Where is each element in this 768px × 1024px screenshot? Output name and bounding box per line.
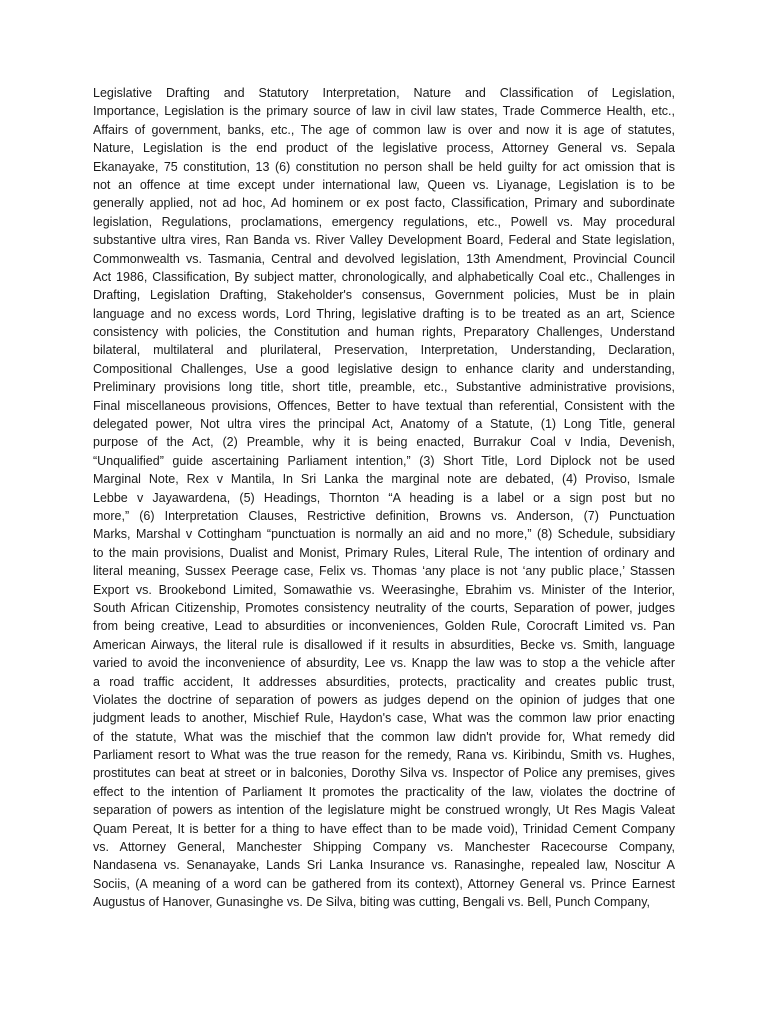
text-line: more,” (6) Interpretation Clauses, Restrictive definition, Browns vs. Anderson, (7) Punctuation xyxy=(93,508,675,523)
text-line: Export vs. Brookebond Limited, Somawathie vs. Weerasinghe, Ebrahim vs. Minister of the Interior, xyxy=(93,582,675,597)
document-page xyxy=(93,84,675,912)
text-line: Act 1986, Classification, By subject matter, chronologically, and alphabetically Coal etc., Challenges in xyxy=(93,269,675,284)
text-line: effect to the intention of Parliament It promotes the practicality of the law, violates the doctrine of xyxy=(93,784,675,799)
text-line: purpose of the Act, (2) Preamble, why it is being enacted, Burrakur Coal v India, Devenish, xyxy=(93,435,675,450)
text-line: generally applied, not ad hoc, Ad hominem or ex post facto, Classification, Primary and subordinate xyxy=(93,196,675,211)
text-line: Drafting, Legislation Drafting, Stakeholder's consensus, Government policies, Must be in plain xyxy=(93,288,675,303)
text-line: Legislative Drafting and Statutory Interpretation, Nature and Classification of Legislation, xyxy=(93,86,675,100)
text-line: Marks, Marshal v Cottingham “punctuation is normally an aid and no more,” (8) Schedule, subsidiary xyxy=(93,527,675,542)
text-line: Ekanayake, 75 constitution, 13 (6) constitution no person shall be held guilty for act omission that is xyxy=(93,159,675,174)
text-line: vs. Attorney General, Manchester Shipping Company vs. Manchester Racecourse Company, xyxy=(93,840,675,855)
text-line: judgment leads to another, Mischief Rule, Haydon's case, What was the common law prior enacting xyxy=(93,711,675,726)
text-line: substantive ultra vires, Ran Banda vs. River Valley Development Board, Federal and State legislation, xyxy=(93,233,675,248)
text-line: Affairs of government, banks, etc., The age of common law is over and now it is age of statutes, xyxy=(93,122,675,137)
text-line: South African Citizenship, Promotes consistency neutrality of the courts, Separation of power, judges xyxy=(93,600,675,615)
text-line: Nature, Legislation is the end product of the legislative process, Attorney General vs. Sepala xyxy=(93,141,675,156)
text-line: separation of powers as intention of the legislature might be construed wrongly, Ut Res Magis Valeat xyxy=(93,803,675,818)
text-line: “Unqualified” guide ascertaining Parliament intention,” (3) Short Title, Lord Diplock not be used xyxy=(93,453,675,468)
text-line: Nandasena vs. Senanayake, Lands Sri Lanka Insurance vs. Ranasinghe, repealed law, Noscitur A xyxy=(93,858,675,873)
text-line: Importance, Legislation is the primary source of law in civil law states, Trade Commerce Health, etc., xyxy=(93,104,675,119)
text-line: varied to avoid the inconvenience of absurdity, Lee vs. Knapp the law was to stop a the vehicle after xyxy=(93,656,675,671)
text-line: Violates the doctrine of separation of powers as judges depend on the opinion of judges that one xyxy=(93,692,675,707)
text-line: Lebbe v Jayawardena, (5) Headings, Thornton “A heading is a label or a sign post but no xyxy=(93,490,675,505)
text-line: language and no excess words, Lord Thring, legislative drafting is to be treated as an art, Science xyxy=(93,306,675,321)
text-line: Compositional Challenges, Use a good legislative design to enhance clarity and understanding, xyxy=(93,361,675,376)
text-line: to the main provisions, Dualist and Monist, Primary Rules, Literal Rule, The intention of ordinary and xyxy=(93,545,675,560)
text-line: from being creative, Lead to absurdities or inconveniences, Golden Rule, Corocraft Limited vs. Pan xyxy=(93,619,675,634)
text-line: American Airways, the literal rule is disallowed if it results in absurdities, Becke vs. Smith, language xyxy=(93,637,675,652)
text-line: Preliminary provisions long title, short title, preamble, etc., Substantive administrative provisions, xyxy=(93,380,675,395)
text-line: Final miscellaneous provisions, Offences, Better to have textual than referential, Consistent with the xyxy=(93,398,675,413)
text-line: legislation, Regulations, proclamations, emergency regulations, etc., Powell vs. May procedural xyxy=(93,214,675,229)
text-line: Augustus of Hanover, Gunasinghe vs. De Silva, biting was cutting, Bengali vs. Bell, Punch Company, xyxy=(93,895,651,910)
text-line: Commonwealth vs. Tasmania, Central and devolved legislation, 13th Amendment, Provincial Council xyxy=(93,251,675,266)
text-line: Quam Pereat, It is better for a thing to have effect than to be made void), Trinidad Cement Company xyxy=(93,821,675,836)
text-line: Marginal Note, Rex v Mantila, In Sri Lanka the marginal note are debated, (4) Proviso, Ismale xyxy=(93,472,675,487)
text-line: a road traffic accident, It addresses absurdities, protects, practicality and creates public trust, xyxy=(93,674,675,689)
text-line: not an offence at time except under international law, Queen vs. Liyanage, Legislation is to be xyxy=(93,177,675,192)
text-line: delegated power, Not ultra vires the principal Act, Anatomy of a Statute, (1) Long Title, general xyxy=(93,417,675,432)
text-line: bilateral, multilateral and plurilateral, Preservation, Interpretation, Understanding, Declaration, xyxy=(93,343,675,358)
text-line: consistency with policies, the Constitution and human rights, Preparatory Challenges, Understand xyxy=(93,325,675,340)
text-line: Parliament resort to What was the true reason for the remedy, Rana vs. Kiribindu, Smith vs. Hughes, xyxy=(93,748,675,763)
text-line: prostitutes can beat at street or in balconies, Dorothy Silva vs. Inspector of Police any premises, gives xyxy=(93,766,675,781)
text-line: literal meaning, Sussex Peerage case, Felix vs. Thomas ‘any place is not ‘any public place,’ Stassen xyxy=(93,564,675,579)
text-line: Sociis, (A meaning of a word can be gathered from its context), Attorney General vs. Prince Earnest xyxy=(93,876,675,891)
text-line: of the statute, What was the mischief that the common law didn't provide for, What remedy did xyxy=(93,729,675,744)
